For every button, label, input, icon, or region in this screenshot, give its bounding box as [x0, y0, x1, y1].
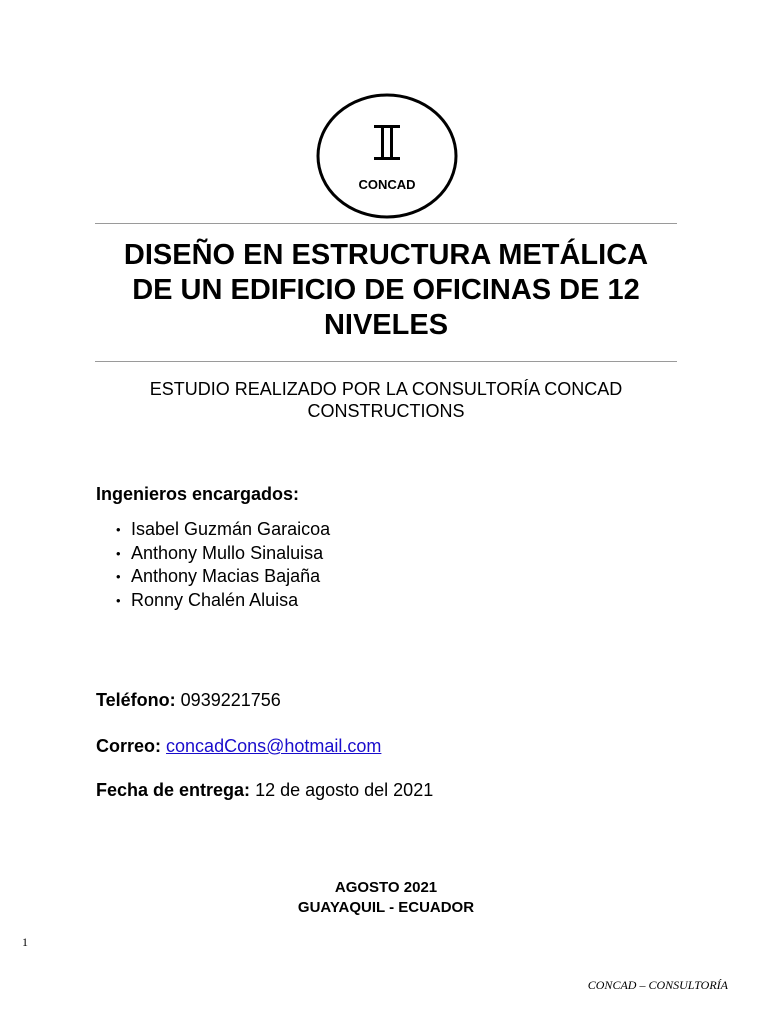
list-item [96, 542, 330, 566]
bullet-icon: • [116, 522, 121, 537]
footer-date: AGOSTO 2021 [334, 879, 438, 896]
engineer-name: Anthony Macias Bajaña [131, 566, 321, 586]
title-line: DE UN EDIFICIO DE OFICINAS DE 12 [132, 274, 640, 306]
page-number: 1 [22, 935, 28, 949]
title-divider [95, 361, 677, 362]
email-line [96, 735, 381, 757]
delivery-date-value: 12 de agosto del 2021 [255, 780, 434, 800]
bullet-icon: • [116, 569, 121, 584]
engineer-name: Isabel Guzmán Garaicoa [131, 519, 331, 539]
subtitle-line: CONSTRUCTIONS [307, 401, 465, 421]
top-divider [95, 223, 677, 224]
phone-line [96, 689, 281, 711]
delivery-date-line [96, 779, 433, 801]
date-location-block [80, 878, 692, 918]
footer-location: GUAYAQUIL - ECUADOR [297, 899, 475, 916]
running-footer: CONCAD – CONSULTORÍA [587, 978, 728, 992]
subtitle-line: ESTUDIO REALIZADO POR LA CONSULTORÍA CONCAD [149, 379, 623, 399]
bullet-icon: • [116, 592, 121, 608]
phone-label: Teléfono: [96, 690, 176, 710]
delivery-date-label: Fecha de entrega: [96, 780, 251, 800]
list-item [96, 589, 330, 613]
engineers-heading: Ingenieros encargados: [96, 484, 300, 504]
engineer-name: Ronny Chalén Aluisa [131, 589, 299, 610]
title-line: NIVELES [323, 309, 449, 341]
bullet-icon: • [116, 545, 121, 561]
phone-value: 0939221756 [180, 690, 281, 710]
logo-text: CONCAD [358, 177, 416, 192]
column-i-beam-icon [315, 92, 459, 220]
email-label: Correo: [96, 736, 162, 756]
document-subtitle [80, 378, 692, 422]
email-link[interactable]: concadCons@hotmail.com [166, 736, 382, 756]
engineer-name: Anthony Mullo Sinaluisa [131, 542, 324, 563]
document-title [80, 238, 692, 343]
list-item [96, 565, 330, 589]
list-item [96, 518, 330, 542]
title-line: DISEÑO EN ESTRUCTURA METÁLICA [123, 239, 649, 271]
engineers-list [96, 518, 330, 612]
concad-logo [315, 92, 459, 220]
